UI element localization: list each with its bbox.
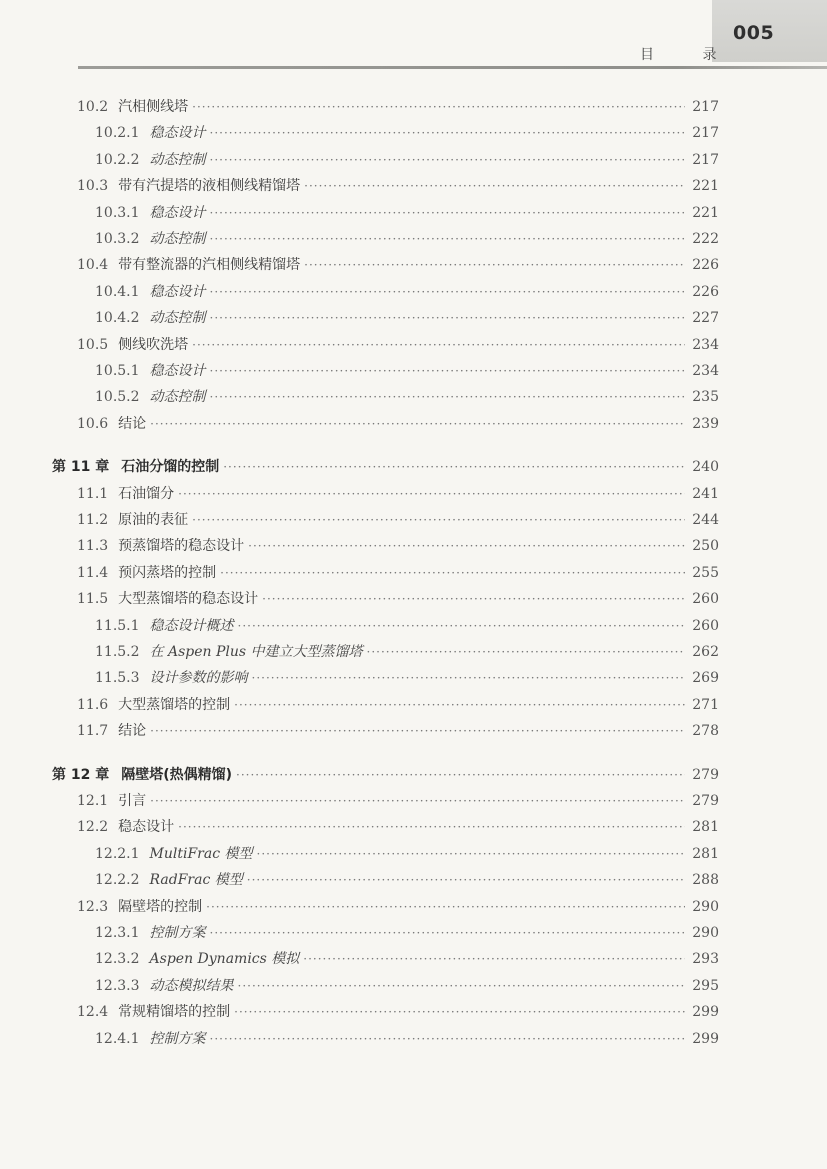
dot-leader [252, 669, 685, 687]
toc-entry-title: 常规精馏塔的控制 [118, 1004, 231, 1021]
toc-entry-number: 10.3 [77, 178, 109, 195]
dot-leader [192, 98, 685, 116]
dot-leader [210, 124, 685, 142]
toc-entry-page: 269 [692, 670, 719, 687]
toc-entry-page: 241 [692, 485, 719, 502]
toc-entry-page: 279 [692, 766, 719, 783]
toc-entry [0, 198, 827, 222]
toc-entry-title: 稳态设计 [149, 125, 206, 142]
toc-entry [0, 452, 827, 476]
toc-entry [0, 277, 827, 301]
toc-entry-number: 11.1 [77, 485, 109, 502]
toc-entry [0, 865, 827, 889]
toc-entry-title: 预闪蒸塔的控制 [118, 564, 217, 581]
toc-entry-number: 12.2.1 [95, 845, 140, 862]
dot-leader [304, 177, 685, 195]
toc-entry-page: 288 [692, 872, 719, 889]
toc-entry-page: 221 [692, 204, 719, 221]
toc-entry [0, 409, 827, 433]
toc-entry [0, 145, 827, 169]
toc-entry [0, 531, 827, 555]
toc-entry-number: 12.4.1 [95, 1030, 140, 1047]
toc-entry-page: 299 [692, 1030, 719, 1047]
toc-entry-page: 281 [692, 819, 719, 836]
dot-leader [210, 388, 685, 406]
toc-entry-title: 设计参数的影响 [149, 670, 248, 687]
dot-leader [192, 511, 685, 529]
dot-leader [262, 590, 685, 608]
dot-leader [257, 845, 685, 863]
toc-entry-page: 279 [692, 793, 719, 809]
toc-entry-page: 217 [692, 125, 719, 142]
toc-entry-title: 汽相侧线塔 [118, 99, 189, 115]
toc-entry-title: 控制方案 [149, 925, 206, 941]
toc-entry-number: 12.4 [77, 1004, 109, 1021]
toc-entry-number: 第 11 章 [52, 459, 110, 476]
dot-leader [150, 792, 685, 810]
toc-entry-number: 10.5 [77, 336, 109, 353]
toc-entry-title: 预蒸馏塔的稳态设计 [118, 538, 245, 555]
toc-entry-title: Aspen Dynamics 模拟 [149, 951, 300, 968]
toc-entry [0, 760, 827, 784]
toc-entry-title: 大型蒸馏塔的稳态设计 [118, 591, 259, 608]
toc-entry-number: 12.3.2 [95, 951, 140, 968]
toc-entry [0, 971, 827, 995]
dot-leader [210, 924, 685, 942]
dot-leader [206, 898, 685, 916]
toc-entry-page: 271 [692, 696, 719, 713]
toc-entry [0, 944, 827, 968]
toc-entry-title: 结论 [118, 723, 147, 740]
dot-leader [238, 617, 685, 635]
toc-entry-number: 11.5.2 [95, 644, 140, 660]
toc-entry [0, 479, 827, 503]
toc-entry-page: 222 [692, 231, 719, 247]
toc-entry-page: 226 [692, 257, 719, 274]
toc-entry-page: 217 [692, 99, 719, 115]
toc-entry-page: 260 [692, 617, 719, 634]
toc-entry [0, 303, 827, 327]
toc-entry [0, 330, 827, 354]
toc-entry-number: 10.6 [77, 415, 109, 432]
dot-leader [223, 458, 685, 476]
dot-leader [178, 485, 685, 503]
toc-entry-page: 260 [692, 591, 719, 608]
toc-entry-page: 234 [692, 363, 719, 379]
dot-leader [210, 362, 685, 380]
toc-entry [0, 918, 827, 942]
toc-entry-title: 带有整流器的汽相侧线精馏塔 [118, 257, 301, 274]
toc-entry-title: 稳态设计概述 [149, 617, 234, 634]
toc-entry-page: 239 [692, 415, 719, 432]
toc-entry-number: 12.1 [77, 793, 109, 809]
header-rule [78, 66, 827, 69]
dot-leader [210, 309, 685, 327]
toc-entry-title: 动态控制 [149, 310, 206, 327]
toc-entry-title: 动态控制 [149, 151, 206, 168]
toc-entry-title: 大型蒸馏塔的控制 [118, 696, 231, 713]
toc-entry-number: 10.3.1 [95, 204, 140, 221]
dot-leader [234, 1003, 685, 1021]
toc-entry-title: 隔壁塔(热偶精馏) [121, 766, 233, 783]
toc-entry-number: 10.4 [77, 257, 109, 274]
toc-entry [0, 637, 827, 661]
dot-leader [238, 977, 685, 995]
toc-entry [0, 716, 827, 740]
toc-entry-title: 稳态设计 [118, 819, 175, 836]
dot-leader [210, 230, 685, 248]
toc-entry-number: 11.5.1 [95, 617, 140, 634]
toc-entry-number: 12.2.2 [95, 872, 140, 889]
toc-entry-number: 11.4 [77, 564, 109, 581]
toc-entry-number: 第 12 章 [52, 766, 110, 783]
toc-entry-number: 12.3 [77, 898, 109, 915]
dot-leader [192, 336, 685, 354]
toc-entry-title: 动态控制 [149, 231, 206, 247]
toc-entry-page: 244 [692, 512, 719, 528]
toc-entry-title: 石油分馏的控制 [121, 459, 220, 476]
dot-leader [178, 818, 685, 836]
toc-entry-page: 240 [692, 459, 719, 476]
toc-entry-page: 299 [692, 1004, 719, 1021]
toc-entry-page: 281 [692, 845, 719, 862]
toc-entry-title: 隔壁塔的控制 [118, 898, 203, 915]
toc-entry-number: 11.5 [77, 591, 109, 608]
toc-entry-title: 动态模拟结果 [149, 977, 234, 994]
toc-entry-page: 227 [692, 310, 719, 327]
dot-leader [234, 696, 685, 714]
toc-entry-number: 11.2 [77, 512, 109, 528]
toc-entry [0, 224, 827, 248]
toc-entry [0, 171, 827, 195]
toc-entry [0, 1024, 827, 1048]
dot-leader [210, 204, 685, 222]
toc-entry-title: 带有汽提塔的液相侧线精馏塔 [118, 178, 301, 195]
toc-entry-title: 石油馏分 [118, 485, 175, 502]
toc-entry-number: 11.3 [77, 538, 109, 555]
toc-entry-title: 控制方案 [149, 1030, 206, 1047]
toc-entry-page: 295 [692, 977, 719, 994]
dot-leader [210, 151, 685, 169]
running-header-title: 目 录 [640, 47, 739, 63]
toc-entry-page: 226 [692, 283, 719, 300]
toc-entry [0, 663, 827, 687]
toc-entry-page: 290 [692, 925, 719, 941]
toc-entry [0, 382, 827, 406]
dot-leader [248, 537, 685, 555]
toc-entry-title: 原油的表征 [118, 512, 189, 528]
toc-entry-page: 255 [692, 564, 719, 581]
dot-leader [150, 415, 685, 433]
toc-entry-number: 10.5.1 [95, 363, 140, 379]
toc-entry-number: 12.3.3 [95, 977, 140, 994]
toc-entry-title: 在 Aspen Plus 中建立大型蒸馏塔 [149, 644, 363, 660]
toc-entry-page: 262 [692, 644, 719, 660]
toc-entry [0, 812, 827, 836]
toc-entry-number: 10.2.2 [95, 151, 140, 168]
dot-leader [367, 643, 685, 661]
toc-entry [0, 839, 827, 863]
toc-entry [0, 505, 827, 529]
toc-entry-page: 221 [692, 178, 719, 195]
toc-entry-number: 11.5.3 [95, 670, 140, 687]
dot-leader [236, 766, 685, 784]
toc-entry-title: 稳态设计 [149, 283, 206, 300]
toc-entry-number: 10.4.2 [95, 310, 140, 327]
toc-entry-title: RadFrac 模型 [149, 872, 243, 889]
toc-entry-number: 11.6 [77, 696, 109, 713]
dot-leader [210, 283, 685, 301]
dot-leader [150, 722, 685, 740]
toc-entry [0, 611, 827, 635]
toc-entry-title: 结论 [118, 415, 147, 432]
toc-entry-number: 11.7 [77, 723, 109, 740]
dot-leader [220, 564, 685, 582]
toc-entry-number: 10.4.1 [95, 283, 140, 300]
toc-entry-title: 动态控制 [149, 389, 206, 406]
dot-leader [303, 950, 685, 968]
toc-entry [0, 92, 827, 116]
toc-entry-number: 12.2 [77, 819, 109, 836]
toc-entry-page: 293 [692, 951, 719, 968]
dot-leader [210, 1030, 685, 1048]
toc-entry-title: MultiFrac 模型 [149, 845, 253, 862]
toc-entry-title: 稳态设计 [149, 204, 206, 221]
dot-leader [304, 256, 685, 274]
toc-entry-number: 10.2 [77, 99, 109, 115]
toc-entry-title: 稳态设计 [149, 363, 206, 379]
toc-entry-page: 234 [692, 336, 719, 353]
page-number: 005 [733, 22, 775, 44]
toc-entry-number: 10.3.2 [95, 231, 140, 247]
toc-entry [0, 250, 827, 274]
toc-entry-page: 290 [692, 898, 719, 915]
toc-entry-title: 引言 [118, 793, 147, 809]
toc-entry-page: 235 [692, 389, 719, 406]
toc-entry-number: 12.3.1 [95, 925, 140, 941]
toc-entry [0, 690, 827, 714]
toc-entry [0, 584, 827, 608]
dot-leader [247, 871, 685, 889]
toc-entry-page: 217 [692, 151, 719, 168]
toc-entry [0, 892, 827, 916]
toc-entry-title: 侧线吹洗塔 [118, 336, 189, 353]
toc-entry [0, 558, 827, 582]
toc-entry-page: 250 [692, 538, 719, 555]
toc-entry [0, 997, 827, 1021]
toc-entry-number: 10.2.1 [95, 125, 140, 142]
toc-entry [0, 356, 827, 380]
toc-entry [0, 786, 827, 810]
toc-entry-number: 10.5.2 [95, 389, 140, 406]
toc-entry-page: 278 [692, 723, 719, 740]
toc-entry [0, 118, 827, 142]
